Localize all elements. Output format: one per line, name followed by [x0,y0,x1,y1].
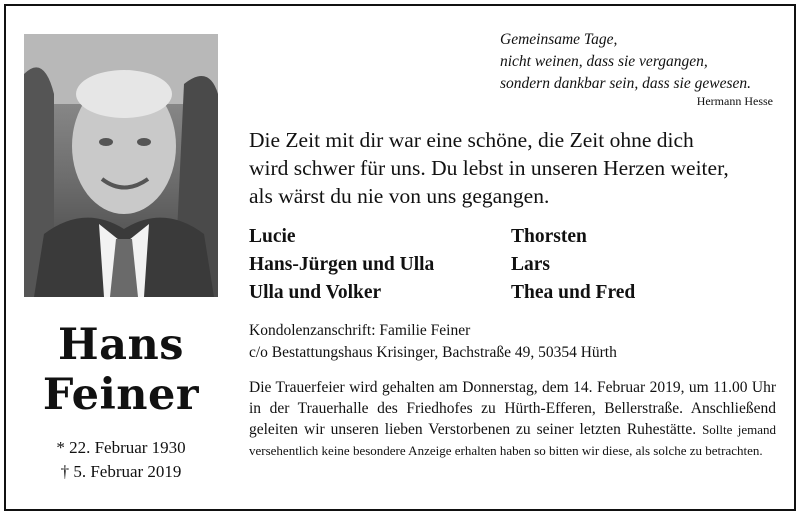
family-member: Hans-Jürgen und Ulla [249,254,435,275]
deceased-first-name: Hans [58,320,184,370]
family-member: Ulla und Volker [249,282,382,303]
address-line: c/o Bestattungshaus Krisinger, Bachstraße 49, 50354 Hürth [249,344,617,361]
hesse-quote [500,29,790,95]
condolence-address [249,320,617,364]
farewell-text [249,126,789,210]
deceased-last-name: Feiner [42,370,200,420]
portrait-photo [24,34,218,297]
funeral-notice [249,377,776,461]
family-members-left [249,223,434,307]
quote-line: nicht weinen, dass sie vergangen, [500,53,708,70]
family-member: Lars [511,254,550,275]
life-dates [24,436,218,484]
family-members-right [511,223,635,307]
family-member: Thea und Fred [511,282,636,303]
quote-author: Hermann Hesse [696,94,773,108]
family-member: Lucie [249,226,296,247]
farewell-line: als wärst du nie von uns gegangen. [249,184,550,208]
death-date: † 5. Februar 2019 [60,462,182,481]
address-line: Kondolenzanschrift: Familie Feiner [249,322,471,339]
notice-note: Sollte jemand versehentlich keine besondere Anzeige erhalten haben so bitten wir diese, als solche zu betrachten. [249,422,776,458]
family-member: Thorsten [511,226,587,247]
farewell-line: wird schwer für uns. Du lebst in unseren Herzen weiter, [249,156,729,180]
farewell-line: Die Zeit mit dir war eine schöne, die Zeit ohne dich [249,128,694,152]
funeral-details: Die Trauerfeier wird gehalten am Donnerstag, dem 14. Februar 2019, um 11.00 Uhr in der Trauerhalle des Friedhofes zu Hürth-Efferen, Bellerstraße. Anschließend geleiten wir unseren lieben Verstorbenen zu seiner letzten Ruhestätte. [249,379,776,438]
birth-date: * 22. Februar 1930 [56,438,186,457]
quote-line: Gemeinsame Tage, [500,31,618,48]
quote-line: sondern dankbar sein, dass sie gewesen. [500,75,751,92]
